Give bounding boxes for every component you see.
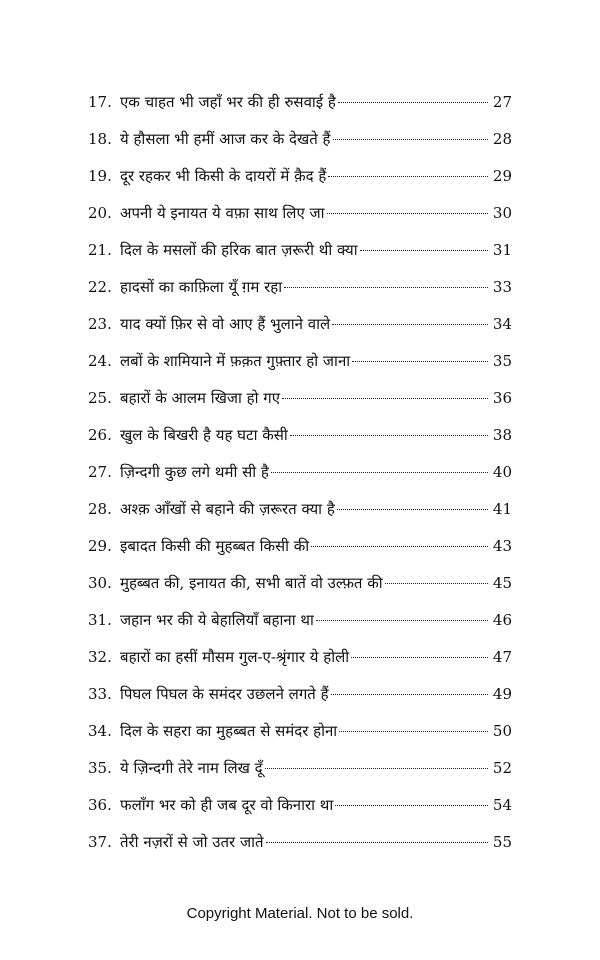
dot-leader [351,657,488,658]
toc-entry-page-number: 54 [492,796,512,814]
toc-entry-number: 28. [88,500,112,518]
toc-entry[interactable] [88,828,512,865]
toc-entry[interactable] [88,384,512,421]
toc-entry-number: 30. [88,574,112,592]
toc-entry-page-number: 52 [492,759,512,777]
toc-entry-page-number: 43 [492,537,512,555]
toc-entry[interactable] [88,273,512,310]
toc-entry-page-number: 28 [492,130,512,148]
toc-entry[interactable] [88,680,512,717]
toc-entry-number: 23. [88,315,112,333]
toc-entry[interactable] [88,458,512,495]
toc-entry-title: ये ज़िन्दगी तेरे नाम लिख दूँ [120,759,263,777]
dot-leader [266,842,488,843]
toc-entry[interactable] [88,125,512,162]
dot-leader [290,435,488,436]
dot-leader [327,213,488,214]
toc-entry[interactable] [88,236,512,273]
dot-leader [352,361,488,362]
toc-entry-title: लबों के शामियाने में फ़क़त गुफ़्तार हो जाना [120,352,351,370]
dot-leader [335,805,488,806]
toc-entry-title: ज़िन्दगी कुछ लगे थमी सी है [120,463,269,481]
toc-entry-title: बहारों के आलम खिजा हो गए [120,389,281,407]
toc-entry-page-number: 34 [492,315,512,333]
toc-entry[interactable] [88,754,512,791]
toc-entry-title: जहान भर की ये बेहालियाँ बहाना था [120,611,314,629]
dot-leader [360,250,488,251]
toc-entry-number: 22. [88,278,112,296]
toc-entry-title: इबादत किसी की मुहब्बत किसी की [120,537,310,555]
toc-entry-title: ये हौसला भी हमीं आज कर के देखते हैं [120,130,331,148]
toc-entry-page-number: 27 [492,93,512,111]
dot-leader [337,509,488,510]
toc-entry-number: 21. [88,241,112,259]
copyright-footer: Copyright Material. Not to be sold. [186,905,414,922]
dot-leader [339,731,488,732]
dot-leader [332,324,488,325]
toc-entry[interactable] [88,643,512,680]
dot-leader [265,768,488,769]
toc-entry-number: 19. [88,167,112,185]
toc-entry-number: 29. [88,537,112,555]
toc-entry[interactable] [88,532,512,569]
toc-entry-page-number: 41 [492,500,512,518]
toc-entry-title: अपनी ये इनायत ये वफ़ा साथ लिए जा [120,204,325,222]
toc-entry-page-number: 38 [492,426,512,444]
toc-entry-number: 20. [88,204,112,222]
toc-entry-number: 24. [88,352,112,370]
dot-leader [333,139,488,140]
toc-entry-page-number: 55 [492,833,512,851]
toc-entry[interactable] [88,347,512,384]
toc-entry-number: 17. [88,93,112,111]
dot-leader [328,176,488,177]
toc-entry-title: हादसों का काफ़िला यूँ ग़म रहा [120,278,283,296]
toc-entry-page-number: 46 [492,611,512,629]
toc-entry-title: एक चाहत भी जहाँ भर की ही रुसवाई है [120,93,336,111]
toc-entry[interactable] [88,310,512,347]
dot-leader [284,287,488,288]
dot-leader [338,102,488,103]
toc-entry-page-number: 31 [492,241,512,259]
toc-entry-number: 31. [88,611,112,629]
toc-entry-page-number: 36 [492,389,512,407]
toc-entry[interactable] [88,791,512,828]
toc-entry-number: 36. [88,796,112,814]
toc-entry-title: दूर रहकर भी किसी के दायरों में क़ैद हैं [120,167,327,185]
toc-entry-title: अश्क़ आँखों से बहाने की ज़रूरत क्या है [120,500,335,518]
toc-entry-page-number: 29 [492,167,512,185]
toc-entry-title: दिल के मसलों की हरिक बात ज़रूरी थी क्या [120,241,358,259]
toc-entry-number: 37. [88,833,112,851]
dot-leader [311,546,488,547]
toc-entry-number: 18. [88,130,112,148]
toc-entry-number: 33. [88,685,112,703]
toc-entry-page-number: 50 [492,722,512,740]
toc-entry-title: पिघल पिघल के समंदर उछलने लगते हैं [120,685,329,703]
toc-entry-page-number: 30 [492,204,512,222]
toc-entry-number: 35. [88,759,112,777]
toc-entry-number: 34. [88,722,112,740]
dot-leader [316,620,488,621]
toc-entry-page-number: 47 [492,648,512,666]
dot-leader [282,398,488,399]
toc-entry[interactable] [88,88,512,125]
toc-entry-page-number: 45 [492,574,512,592]
toc-entry[interactable] [88,606,512,643]
toc-entry-title: मुहब्बत की, इनायत की, सभी बातें वो उल्फ़त की [120,574,383,592]
toc-entry-page-number: 40 [492,463,512,481]
toc-entry-number: 27. [88,463,112,481]
toc-entry-number: 26. [88,426,112,444]
toc-entry-page-number: 35 [492,352,512,370]
table-of-contents [88,88,512,865]
toc-entry-number: 32. [88,648,112,666]
toc-entry[interactable] [88,495,512,532]
toc-entry-number: 25. [88,389,112,407]
dot-leader [385,583,488,584]
toc-entry[interactable] [88,162,512,199]
toc-entry-title: फलाँग भर को ही जब दूर वो किनारा था [120,796,334,814]
toc-entry-title: याद क्यों फ़िर से वो आए हैं भुलाने वाले [120,315,331,333]
toc-entry-title: तेरी नज़रों से जो उतर जाते [120,833,264,851]
toc-entry-title: बहारों का हसीं मौसम गुल-ए-श्रृंगार ये होली [120,648,350,666]
toc-entry[interactable] [88,569,512,606]
toc-entry-title: दिल के सहरा का मुहब्बत से समंदर होना [120,722,338,740]
toc-entry-title: खुल के बिखरी है यह घटा कैसी [120,426,288,444]
toc-entry-page-number: 49 [492,685,512,703]
toc-entry[interactable] [88,717,512,754]
dot-leader [271,472,488,473]
dot-leader [331,694,488,695]
toc-entry[interactable] [88,421,512,458]
toc-entry[interactable] [88,199,512,236]
toc-entry-page-number: 33 [492,278,512,296]
